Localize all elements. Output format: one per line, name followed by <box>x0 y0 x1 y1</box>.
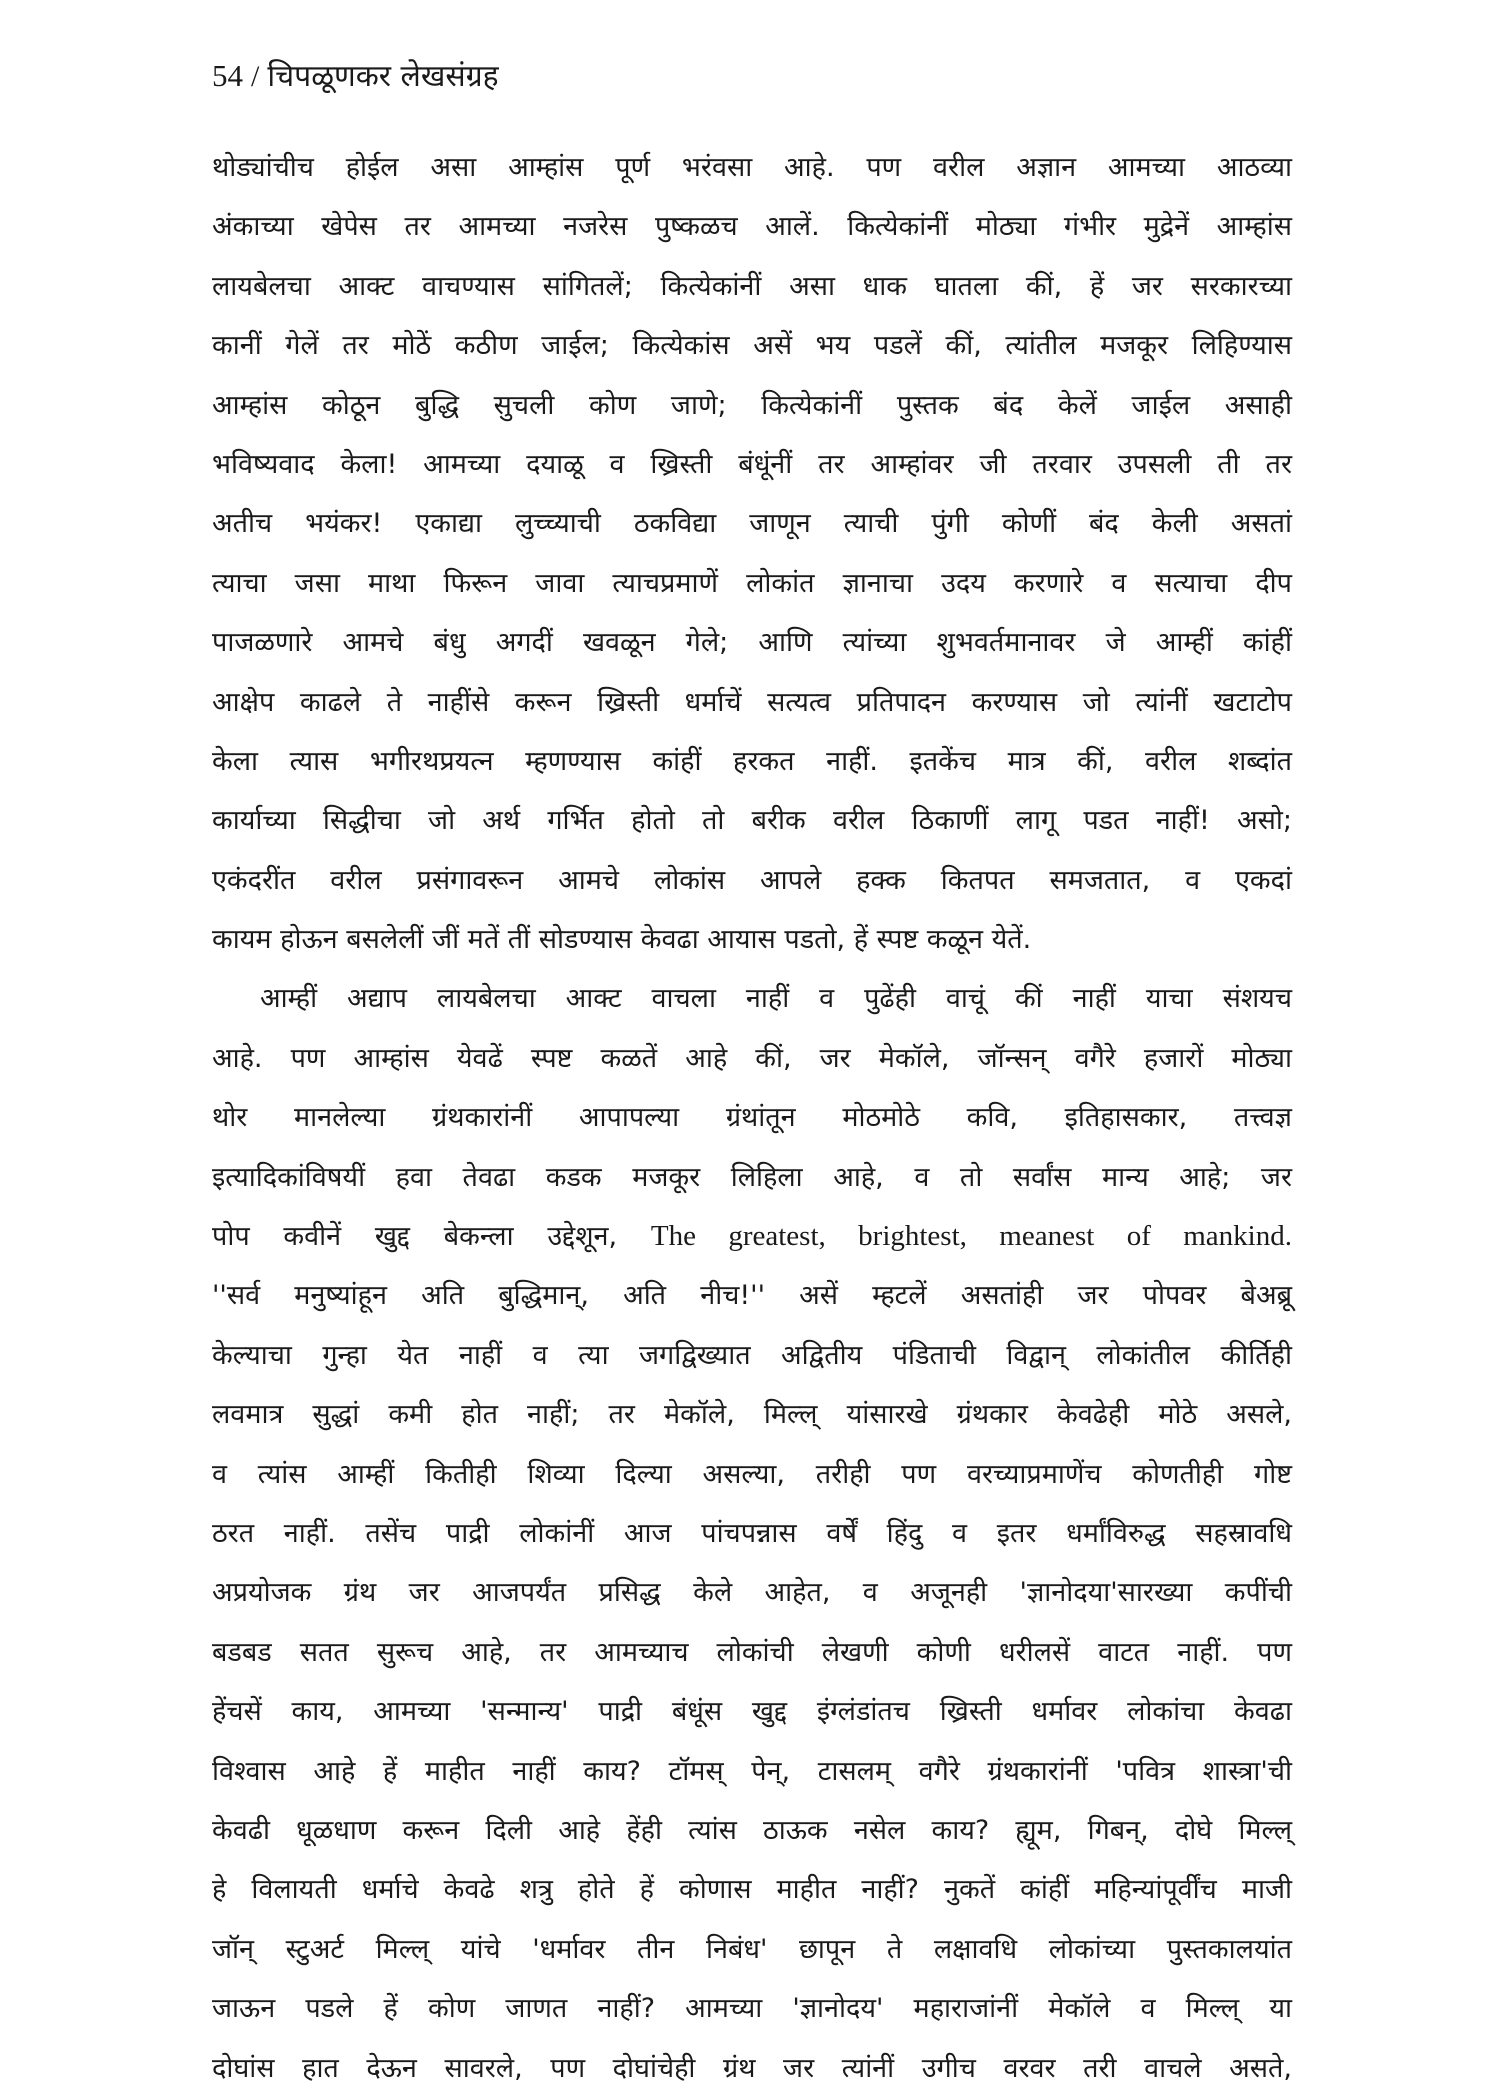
text-line: केला त्यास भगीरथप्रयत्न म्हणण्यास कांहीं हरकत नाहीं. इतकेंच मात्र कीं, वरील शब्दांत <box>212 745 1292 777</box>
text-line: व त्यांस आम्हीं कितीही शिव्या दिल्या असल्या, तरीही पण वरच्याप्रमाणेंच कोणतीही गोष्ट <box>212 1458 1292 1490</box>
text-line: अप्रयोजक ग्रंथ जर आजपर्यंत प्रसिद्ध केले आहेत, व अजूनही 'ज्ञानोदया'सारख्या कपींची <box>212 1577 1292 1609</box>
text-line: बडबड सतत सुरूच आहे, तर आमच्याच लोकांची लेखणी कोणी धरीलसें वाटत नाहीं. पण <box>212 1636 1292 1668</box>
text-line: कार्याच्या सिद्धीचा जो अर्थ गर्भित होतो तो बरीक वरील ठिकाणीं लागू पडत नाहीं! असो; <box>212 805 1292 837</box>
paragraph-first-line: आम्हीं अद्याप लायबेलचा आक्ट वाचला नाहीं व पुढेंही वाचूं कीं नाहीं याचा संशयच <box>260 983 1292 1015</box>
text-line-with-english-quote <box>212 1207 1292 1266</box>
english-quotation: The greatest, brightest, meanest of mankind. <box>650 1220 1292 1253</box>
text-line: आक्षेप काढले ते नाहींसे करून ख्रिस्ती धर्माचें सत्यत्व प्रतिपादन करण्यास जो त्यांनीं खटाटोप <box>212 686 1292 718</box>
text-line: थोर मानलेल्या ग्रंथकारांनीं आपापल्या ग्रंथांतून मोठमोठे कवि, इतिहासकार, तत्त्वज्ञ <box>212 1102 1292 1134</box>
text-line: पाजळणारे आमचे बंधु अगदीं खवळून गेले; आणि त्यांच्या शुभवर्तमानावर जे आम्हीं कांहीं <box>212 627 1292 659</box>
text-line: कानीं गेलें तर मोठें कठीण जाईल; कित्येकांस असें भय पडलें कीं, त्यांतील मजकूर लिहिण्यास <box>212 330 1292 362</box>
text-line: दोघांस हात देऊन सावरले, पण दोघांचेही ग्रंथ जर त्यांनीं उगीच वरवर तरी वाचले असते, <box>212 2052 1292 2084</box>
text-line: हेंचसें काय, आमच्या 'सन्मान्य' पाद्री बंधूंस खुद्द इंग्लंडांतच ख्रिस्ती धर्मावर लोकांचा केवढा <box>212 1696 1292 1728</box>
text-line: ठरत नाहीं. तसेंच पाद्री लोकांनीं आज पांचपन्नास वर्षें हिंदु व इतर धर्मांविरुद्ध सहस्रावधि <box>212 1517 1292 1549</box>
text-line: विश्वास आहे हें माहीत नाहीं काय? टॉमस् पेन्, टासलम् वगैरे ग्रंथकारांनीं 'पवित्र शास्त्रा'ची <box>212 1755 1292 1787</box>
body-text <box>212 138 1292 2098</box>
text-line: जाऊन पडले हें कोण जाणत नाहीं? आमच्या 'ज्ञानोदय' महाराजांनीं मेकॉले व मिल्ल् या <box>212 1993 1292 2025</box>
text-line: आहे. पण आम्हांस येवढें स्पष्ट कळतें आहे कीं, जर मेकॉले, जॉन्सन् वगैरे हजारों मोठ्या <box>212 1042 1292 1074</box>
text-line: लायबेलचा आक्ट वाचण्यास सांगितलें; कित्येकांनीं असा धाक घातला कीं, हें जर सरकारच्या <box>212 270 1292 302</box>
text-line: ''सर्व मनुष्यांहून अति बुद्धिमान्, अति नीच!'' असें म्हटलें असतांही जर पोपवर बेअब्रू <box>212 1280 1292 1312</box>
text-line: लवमात्र सुद्धां कमी होत नाहीं; तर मेकॉले, मिल्ल् यांसारखे ग्रंथकार केवढेही मोठे असले, <box>212 1399 1292 1431</box>
text-line: इत्यादिकांविषयीं हवा तेवढा कडक मजकूर लिहिला आहे, व तो सर्वांस मान्य आहे; जर <box>212 1161 1292 1193</box>
text-line: भविष्यवाद केला! आमच्या दयाळू व ख्रिस्ती बंधूंनीं तर आम्हांवर जी तरवार उपसली ती तर <box>212 448 1292 480</box>
header-separator: / <box>251 60 260 93</box>
paragraph-end-line: कायम होऊन बसलेलीं जीं मतें तीं सोडण्यास केवढा आयास पडतो, हें स्पष्ट कळून येतें. <box>212 924 1032 956</box>
text-line: आम्हांस कोठून बुद्धि सुचली कोण जाणे; कित्येकांनीं पुस्तक बंद केलें जाईल असाही <box>212 389 1292 421</box>
text-line: अतीच भयंकर! एकाद्या लुच्च्याची ठकविद्या जाणून त्याची पुंगी कोणीं बंद केली असतां <box>212 508 1292 540</box>
text-line: त्याचा जसा माथा फिरून जावा त्याचप्रमाणें लोकांत ज्ञानाचा उदय करणारे व सत्याचा दीप <box>212 567 1292 599</box>
text-line: अंकाच्या खेपेस तर आमच्या नजरेस पुष्कळच आलें. कित्येकांनीं मोठ्या गंभीर मुद्रेनें आम्हांस <box>212 211 1292 243</box>
running-header <box>212 56 499 97</box>
text-line: थोड्यांचीच होईल असा आम्हांस पूर्ण भरंवसा आहे. पण वरील अज्ञान आमच्या आठव्या <box>212 152 1292 183</box>
book-title: चिपळूणकर लेखसंग्रह <box>267 59 499 94</box>
marathi-segment: पोप कवीनें खुद्द बेकन्ला उद्देशून, <box>212 1221 618 1253</box>
page-number: 54 <box>212 58 243 93</box>
text-line: हे विलायती धर्माचे केवढे शत्रु होते हें कोणास माहीत नाहीं? नुकतें कांहीं महिन्यांपूर्वींच माजी <box>212 1874 1292 1906</box>
text-line: एकंदरींत वरील प्रसंगावरून आमचे लोकांस आपले हक्क कितपत समजतात, व एकदां <box>212 864 1292 896</box>
text-line: केवढी धूळधाण करून दिली आहे हेंही त्यांस ठाऊक नसेल काय? ह्यूम, गिबन्, दोघे मिल्ल् <box>212 1814 1292 1846</box>
text-line: केल्याचा गुन्हा येत नाहीं व त्या जगद्विख्यात अद्वितीय पंडिताची विद्वान् लोकांतील कीर्तिही <box>212 1339 1292 1371</box>
text-line: जॉन् स्टुअर्ट मिल्ल् यांचे 'धर्मावर तीन निबंध' छापून ते लक्षावधि लोकांच्या पुस्तकालयांत <box>212 1933 1292 1965</box>
